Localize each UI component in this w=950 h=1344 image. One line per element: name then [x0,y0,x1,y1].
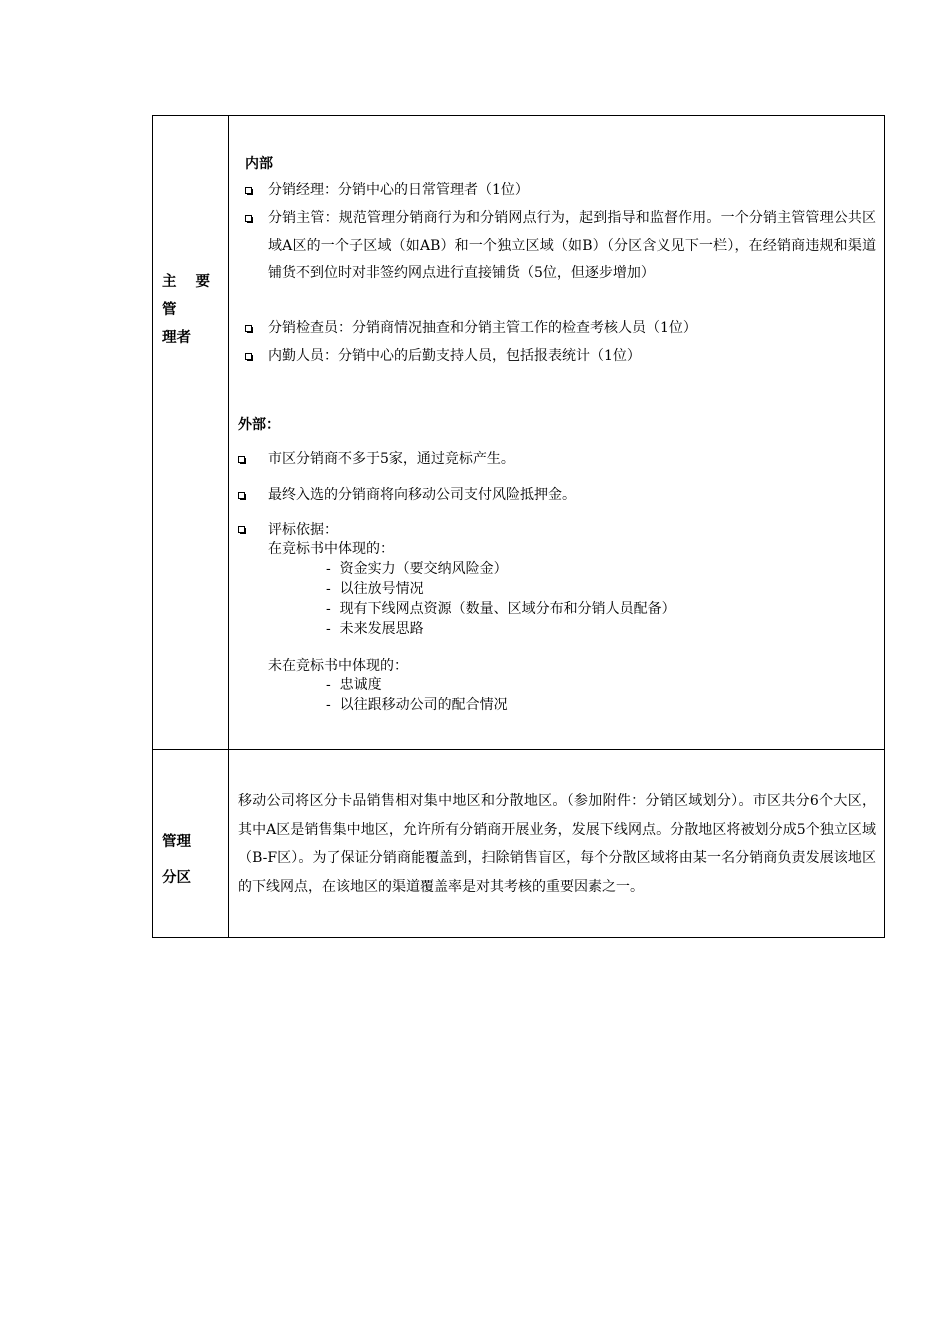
criteria-list-item: - 忠诚度 [326,677,382,693]
row-label-line1: 管理 [162,833,191,850]
row-label-main-managers [162,268,224,352]
document-table [152,115,885,938]
managers-content [238,116,876,749]
dash-marker: - [326,581,331,597]
list-item: 分销经理：分销中心的日常管理者（1位） [245,177,876,205]
zones-paragraph: 移动公司将区分卡品销售相对集中地区和分散地区。（参加附件：分销区域划分）。市区共分6个大区，其中A区是销售集中地区，允许所有分销商开展业务，发展下线网点。分散地区将被划分成5个独立区域（B-F区）。为了保证分销商能覆盖到，扫除销售盲区，每个分散区域将由某一名分销商负责发展该地区的下线网点，在该地区的渠道覆盖率是对其考核的重要因素之一。 [238,793,876,895]
criteria-list-item: - 未来发展思路 [326,621,424,637]
checkbox-bullet-icon [238,492,245,499]
checkbox-bullet-icon [245,187,252,194]
external-heading: 外部： [238,417,280,433]
criteria-not-in-bid-title: 未在竞标书中体现的： [268,658,408,674]
checkbox-bullet-icon [245,215,252,222]
checkbox-bullet-icon [245,325,252,332]
criteria-in-bid-title: 在竞标书中体现的： [268,541,394,557]
criteria-list-item: - 资金实力（要交纳风险金） [326,561,508,577]
dash-marker: - [326,677,331,693]
table-row-management-zones [153,750,884,937]
row-label-line1: 主 要 管 [162,273,218,318]
row-label-line2: 理者 [162,329,191,346]
list-item: 评标依据： [238,520,876,540]
checkbox-bullet-icon [245,353,252,360]
list-item: 内勤人员：分销中心的后勤支持人员，包括报表统计（1位） [245,343,876,371]
list-item: 市区分销商不多于5家，通过竞标产生。 [238,446,876,474]
criteria-list-item: - 以往跟移动公司的配合情况 [326,697,508,713]
criteria-list-item: - 现有下线网点资源（数量、区域分布和分销人员配备） [326,601,676,617]
row-label-management-zones [162,824,191,896]
dash-marker: - [326,561,331,577]
list-item: 分销检查员：分销商情况抽查和分销主管工作的检查考核人员（1位） [245,315,876,343]
dash-marker: - [326,621,331,637]
row-label-line2: 分区 [162,869,191,886]
dash-marker: - [326,601,331,617]
checkbox-bullet-icon [238,456,245,463]
table-row-main-managers [153,116,884,750]
criteria-list-item: - 以往放号情况 [326,581,424,597]
dash-marker: - [326,697,331,713]
list-item: 分销主管：规范管理分销商行为和分销网点行为，起到指导和监督作用。一个分销主管管理公共区域A区的一个子区域（如AB）和一个独立区域（如B）（分区含义见下一栏），在经销商违规和渠道铺货不到位时对非签约网点进行直接铺货（5位，但逐步增加） [245,205,876,288]
checkbox-bullet-icon [238,526,245,533]
internal-heading: 内部 [245,156,273,172]
list-item: 最终入选的分销商将向移动公司支付风险抵押金。 [238,482,876,510]
